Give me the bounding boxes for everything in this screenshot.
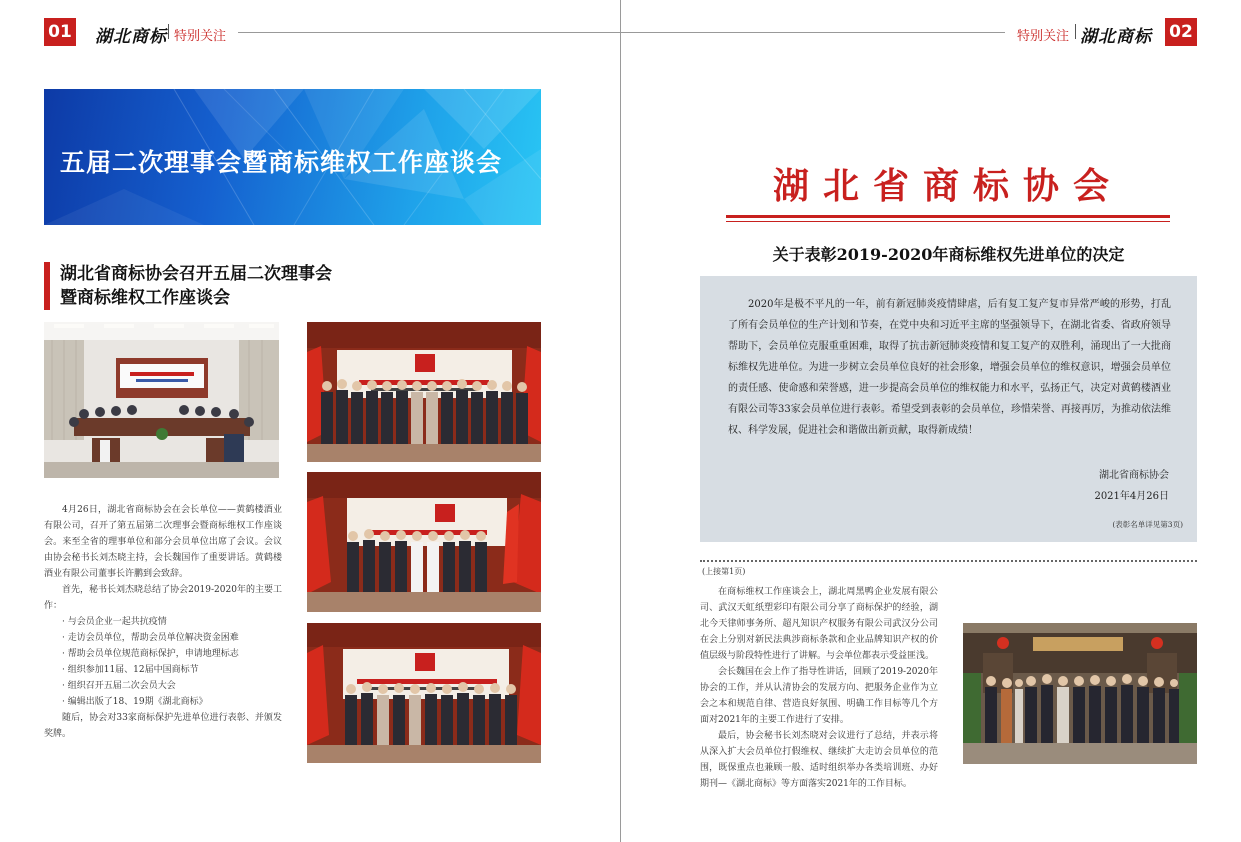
- continued-paragraph: 会长魏国在会上作了指导性讲话，回顾了2019-2020年协会的工作，并从认清协会的发展方向、把服务企业作为立会之本和规范自律、营造良好氛围、明确工作目标等几个方面对2021年的主要工作进行了安排。: [700, 667, 938, 725]
- decision-title: 关于表彰2019-2020年商标维权先进单位的决定: [772, 245, 1125, 264]
- headline-line-1: 湖北省商标协会召开五届二次理事会: [60, 264, 332, 284]
- award-group-photo-3: [307, 623, 541, 763]
- headline-line-2: 暨商标维权工作座谈会: [60, 288, 230, 308]
- award-group-photo-2: [307, 472, 541, 612]
- list-item: · 与会员企业一起共抗疫情: [62, 614, 282, 630]
- title-rule-thick: [726, 215, 1170, 218]
- page-number-right: 02: [1165, 18, 1197, 46]
- page-number-left: 01: [44, 18, 76, 46]
- banner-title: 五届二次理事会暨商标维权工作座谈会: [60, 148, 503, 177]
- title-rule-thin: [726, 221, 1170, 222]
- article-paragraph: 4月26日，湖北省商标协会在会长单位——黄鹤楼酒业有限公司，召开了第五届第二次理事会暨商标维权工作座谈会。来至全省的理事单位和部分会员单位出席了会议。会议由协会秘书长刘杰晓主持，会长魏国作了重要讲话。黄鹤楼酒业有限公司董事长许鹏到会致辞。: [44, 505, 282, 579]
- signature-org: 湖北省商标协会: [1099, 470, 1169, 481]
- section-label-left: 特别关注: [174, 29, 227, 44]
- meeting-room-photo: [44, 322, 279, 478]
- article-headline: [44, 262, 480, 310]
- topic-banner: [44, 89, 541, 225]
- decision-body: [728, 294, 1171, 441]
- brand-logo-left: 湖北商标: [95, 27, 167, 47]
- outdoor-group-photo: [963, 623, 1197, 764]
- association-title: 湖北省商标协会: [772, 165, 1123, 207]
- decision-paragraph: 2020年是极不平凡的一年，前有新冠肺炎疫情肆虐，后有复工复产复市异常严峻的形势，打乱了所有会员单位的生产计划和节奏，在党中央和习近平主席的坚强领导下，在湖北省委、省政府领导帮助下，会员单位克服重重困难，取得了抗击新冠肺炎疫情和复工复产的双胜利，涌现出了一大批商标维权先进单位。为进一步树立会员单位良好的社会形象，增强会员单位的维权意识，增强会员单位的责任感、使命感和荣誉感，进一步提高会员单位的维权能力和水平，弘扬正气，决定对黄鹤楼酒业有限公司等33家会员单位进行表彰。希望受到表彰的会员单位，珍惜荣誉、再接再厉，为推动依法维权、科学发展，促进社会和谐做出新贡献，取得新成绩！: [728, 299, 1171, 436]
- continued-paragraph: 在商标维权工作座谈会上，湖北周黑鸭企业发展有限公司、武汉天虹纸塑彩印有限公司分享了商标保护的经验，湖北今天律师事务所、超凡知识产权服务有限公司武汉分公司在会上分别对新民法典涉商标条款和企业品牌知识产权的价值层级与阶段特性进行了讲解。与会单位都表示受益匪浅。: [700, 587, 938, 661]
- list-item: · 帮助会员单位规范商标保护，申请地理标志: [62, 646, 282, 662]
- article-paragraph: 首先，秘书长刘杰晓总结了协会2019-2020年的主要工作：: [44, 585, 282, 611]
- list-item: · 组织参加11届、12届中国商标节: [62, 662, 282, 678]
- article-body: [44, 502, 282, 742]
- signature-date: 2021年4月26日: [1094, 491, 1169, 502]
- award-group-photo-1: [307, 322, 541, 462]
- continued-label: (上接第1页): [702, 567, 746, 576]
- section-label-right: 特别关注: [1017, 29, 1070, 44]
- header-separator: [168, 24, 169, 39]
- continued-body-col1: [700, 584, 938, 792]
- list-reference-note: (表彰名单详见第3页): [1112, 520, 1183, 529]
- decision-box: [700, 276, 1197, 542]
- header-separator: [1075, 24, 1076, 39]
- list-item: · 组织召开五届二次会员大会: [62, 678, 282, 694]
- list-item: · 编辑出版了18、19期《湖北商标》: [62, 694, 282, 710]
- brand-logo-right: 湖北商标: [1080, 27, 1152, 47]
- list-item: · 走访会员单位，帮助会员单位解决资金困难: [62, 630, 282, 646]
- header-rule-right: [621, 32, 1005, 33]
- continued-paragraph: 最后，协会秘书长刘杰晓对会议进行了总结，并表示将从深入扩大会员单位打假维权、继续扩大走访会员单位的范围，既保重点也兼顾一般、适时组织举办各类培训班、办好期刊—《湖北商标》等方面落实2021年的工作目标。: [700, 731, 938, 789]
- article-paragraph: 随后，协会对33家商标保护先进单位进行表彰、并颁发奖牌。: [44, 713, 282, 739]
- header-rule-left: [238, 32, 620, 33]
- work-summary-list: [44, 614, 282, 710]
- left-page: [0, 0, 620, 842]
- dotted-divider: [700, 560, 1197, 562]
